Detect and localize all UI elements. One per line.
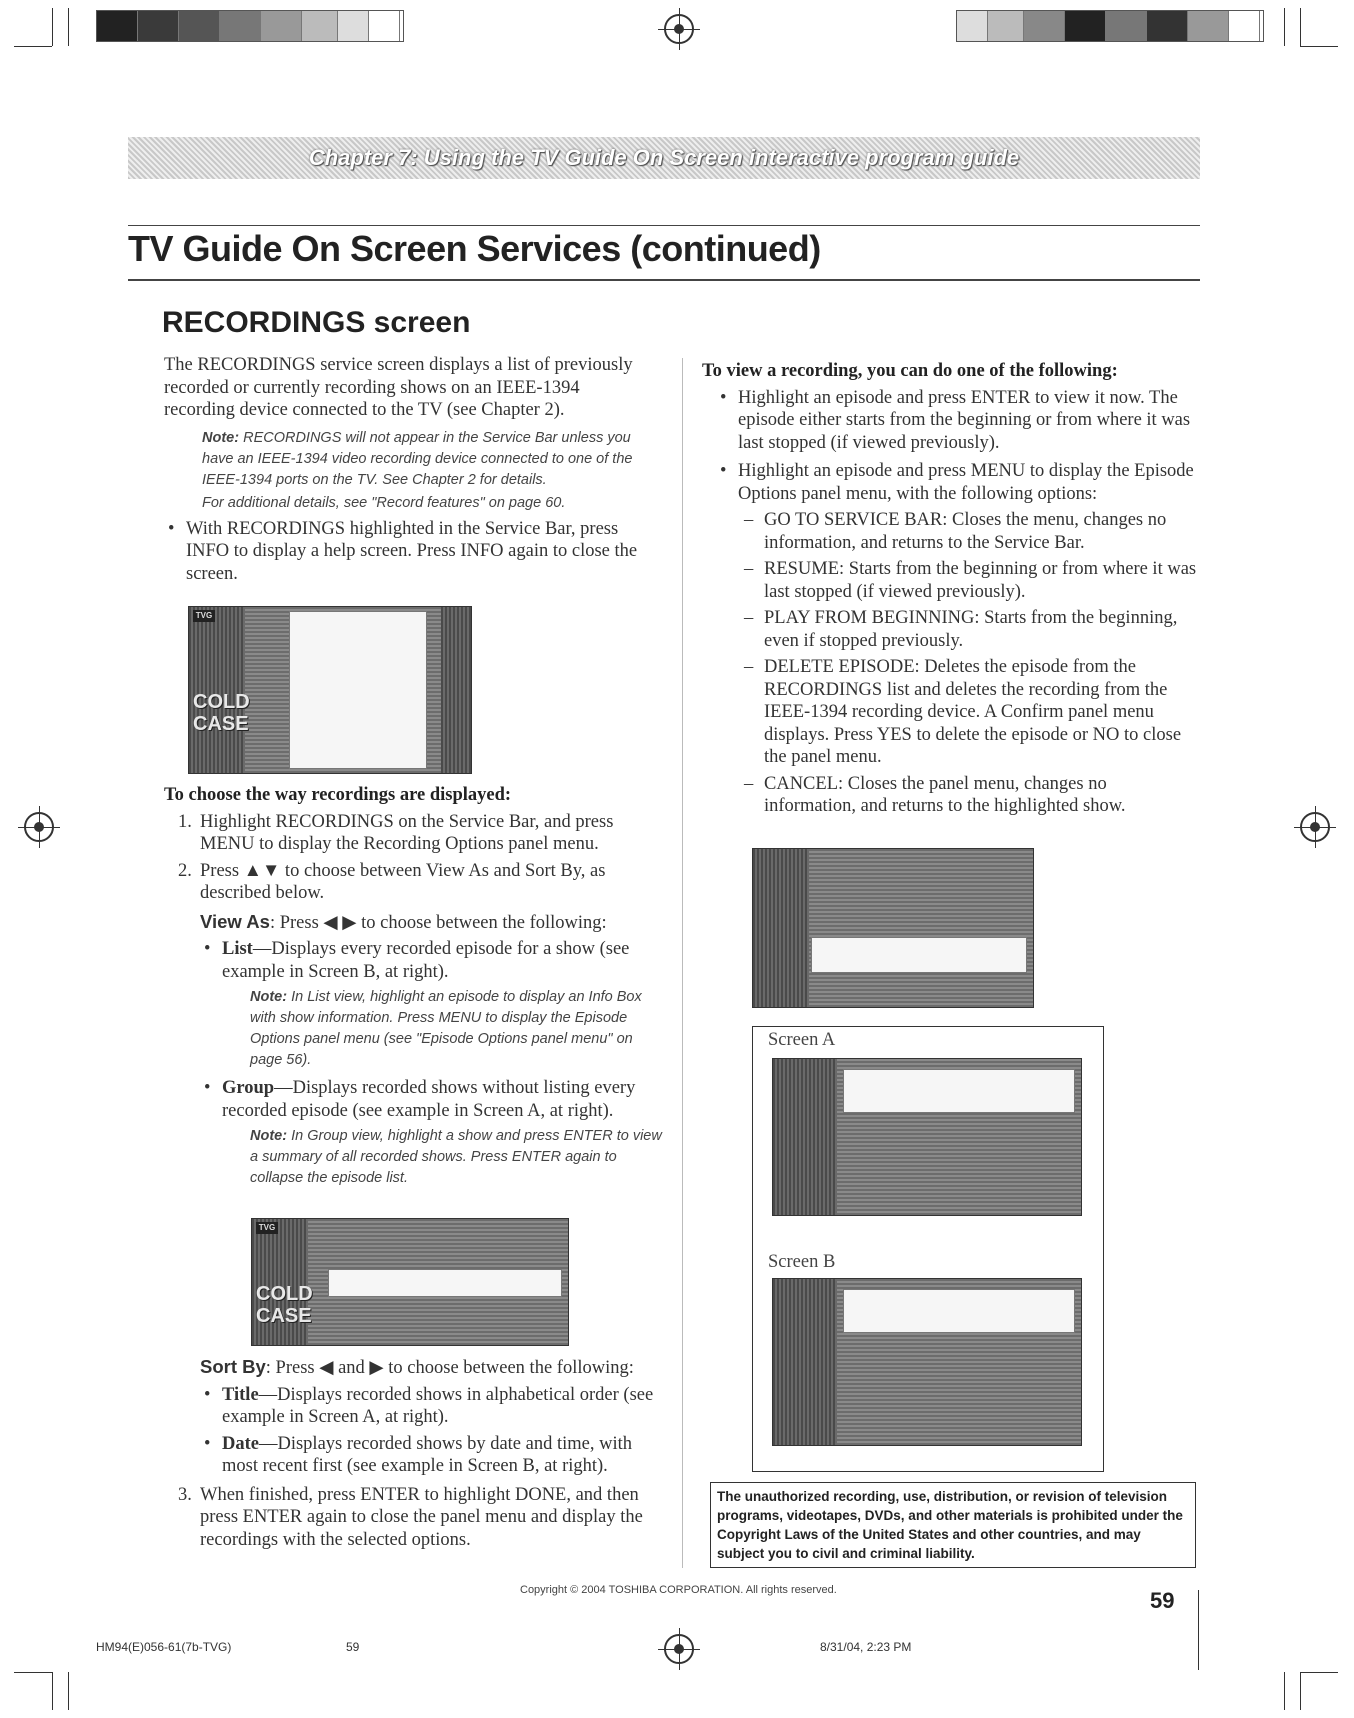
list-label: List bbox=[222, 939, 253, 959]
note-text: RECORDINGS will not appear in the Service Bar unless you have an IEEE-1394 video recording device connected to one of the IEEE-1394 ports on the TV. See Chapter 2 for details. bbox=[202, 429, 633, 488]
step-3 bbox=[164, 1484, 664, 1552]
note-label: Note: bbox=[250, 1128, 288, 1144]
step-3-number: 3. bbox=[178, 1484, 192, 1505]
view-bullet-2: • Highlight an episode and press MENU to display the Episode Options panel menu, with the following options: bbox=[716, 460, 1200, 505]
note-additional: For additional details, see "Record features" on page 60. bbox=[202, 494, 566, 511]
option-text: PLAY FROM BEGINNING: Starts from the beginning, even if stopped previously. bbox=[764, 608, 1178, 651]
help-screen-image bbox=[188, 606, 472, 774]
group-label: Group bbox=[222, 1078, 275, 1098]
view-as-text: : Press ◀ ▶ to choose between the following: bbox=[269, 912, 607, 933]
screen-a-panel bbox=[843, 1069, 1075, 1113]
title-rule-bottom bbox=[128, 279, 1200, 281]
sort-by-label: Sort By bbox=[200, 1356, 266, 1377]
step-2-number: 2. bbox=[178, 860, 192, 881]
info-bullet: • With RECORDINGS highlighted in the Service Bar, press INFO to display a help screen. Press INFO again to close the screen. bbox=[164, 518, 654, 586]
registration-mark-bottom bbox=[664, 1634, 694, 1664]
left-column-steps bbox=[164, 784, 664, 1189]
copyright-line: Copyright © 2004 TOSHIBA CORPORATION. All rights reserved. bbox=[520, 1584, 837, 1596]
option-cancel: – CANCEL: Closes the panel menu, changes no information, and returns to the highlighted show. bbox=[744, 773, 1126, 816]
screen-b-image bbox=[772, 1278, 1082, 1446]
note-text: In List view, highlight an episode to display an Info Box with show information. Press MENU to display the Episode Options panel menu (see "Episode Options panel menu" on page 56). bbox=[250, 989, 642, 1068]
legal-notice: The unauthorized recording, use, distribution, or revision of television programs, videotapes, DVDs, and other materials is prohibited under the Copyright Laws of the United States and other countries, and may subject you to civil and criminal liability. bbox=[710, 1482, 1196, 1568]
date-bullet bbox=[200, 1433, 664, 1478]
group-panel bbox=[328, 1269, 562, 1297]
step-2-text: Press ▲▼ to choose between View As and Sort By, as described below. bbox=[200, 860, 606, 903]
crop-mark bbox=[52, 8, 53, 46]
crop-mark bbox=[1300, 1672, 1301, 1710]
tvg-logo: TVG bbox=[256, 1222, 278, 1234]
cold-case-logo: COLD CASE bbox=[256, 1283, 313, 1327]
crop-mark bbox=[1300, 46, 1338, 47]
option-go-to-service-bar: – GO TO SERVICE BAR: Closes the menu, changes no information, and returns to the Service Bar. bbox=[744, 510, 1167, 553]
help-panel bbox=[289, 611, 427, 769]
section-title: RECORDINGS screen bbox=[162, 306, 471, 339]
crop-mark bbox=[1284, 8, 1285, 46]
step-1-number: 1. bbox=[178, 811, 192, 832]
list-text: —Displays every recorded episode for a show (see example in Screen B, at right). bbox=[222, 939, 630, 982]
note-text: In Group view, highlight a show and press ENTER to view a summary of all recorded shows. Press ENTER again to collapse the episode list. bbox=[250, 1128, 662, 1186]
intro-paragraph: The RECORDINGS service screen displays a list of previously recorded or currently recording shows on an IEEE-1394 recording device connected to the TV (see Chapter 2). bbox=[164, 355, 633, 420]
group-view-image bbox=[251, 1218, 569, 1346]
file-code: HM94(E)056-61(7b-TVG) bbox=[96, 1640, 232, 1654]
note-group-view bbox=[250, 1126, 664, 1189]
screen-b-label: Screen B bbox=[768, 1252, 836, 1272]
page-number: 59 bbox=[1150, 1588, 1175, 1613]
color-bar-left bbox=[96, 10, 404, 42]
choose-heading: To choose the way recordings are displayed: bbox=[164, 785, 512, 805]
crop-mark bbox=[68, 1672, 69, 1710]
title-bullet bbox=[200, 1384, 664, 1429]
left-column-sort bbox=[164, 1356, 664, 1551]
view-bullet-1: • Highlight an episode and press ENTER to view it now. The episode either starts from the beginning or from where it was last stopped (if viewed previously). bbox=[716, 387, 1200, 455]
option-text: RESUME: Starts from the beginning or from where it was last stopped (if viewed previously). bbox=[764, 559, 1197, 602]
chapter-banner bbox=[128, 137, 1200, 179]
registration-mark-left bbox=[24, 812, 54, 842]
option-resume: – RESUME: Starts from the beginning or from where it was last stopped (if viewed previously). bbox=[744, 559, 1197, 602]
tvg-logo: TVG bbox=[193, 610, 215, 622]
crop-mark bbox=[1300, 1672, 1338, 1673]
view-as-label: View As bbox=[200, 910, 270, 932]
crop-mark bbox=[1300, 8, 1301, 46]
step-1 bbox=[164, 811, 664, 856]
registration-mark-top bbox=[664, 14, 694, 44]
column-divider bbox=[682, 358, 683, 1568]
right-column bbox=[702, 360, 1200, 818]
screen-a-label: Screen A bbox=[768, 1030, 836, 1050]
episode-info-panel bbox=[811, 937, 1027, 973]
cold-case-logo: COLD CASE bbox=[193, 691, 250, 735]
view-recording-heading: To view a recording, you can do one of the following: bbox=[702, 361, 1118, 381]
slug-page-number: 59 bbox=[346, 1640, 360, 1654]
crop-mark bbox=[14, 46, 52, 47]
chapter-title: Chapter 7: Using the TV Guide On Screen interactive program guide bbox=[308, 145, 1020, 170]
note-list-view bbox=[250, 987, 664, 1071]
sort-by-line bbox=[200, 1356, 664, 1380]
crop-mark bbox=[1198, 1590, 1199, 1670]
list-bullet bbox=[200, 938, 664, 983]
note-label: Note: bbox=[202, 429, 240, 446]
color-bar-right bbox=[956, 10, 1264, 42]
option-text: GO TO SERVICE BAR: Closes the menu, changes no information, and returns to the Service Bar. bbox=[764, 510, 1167, 553]
left-column bbox=[164, 354, 654, 585]
page-title: TV Guide On Screen Services (continued) bbox=[128, 228, 821, 269]
option-text: DELETE EPISODE: Deletes the episode from the RECORDINGS list and deletes the recording from the IEEE-1394 recording device. A Confirm panel menu displays. Press YES to delete the episode or NO to close the panel menu. bbox=[764, 657, 1182, 767]
option-delete-episode: – DELETE EPISODE: Deletes the episode from the RECORDINGS list and deletes the recording from the IEEE-1394 recording device. A Confirm panel menu displays. Press YES to delete the episode or NO to close the panel menu. bbox=[744, 657, 1182, 767]
option-text: CANCEL: Closes the panel menu, changes no information, and returns to the highlighted show. bbox=[764, 773, 1126, 816]
date-text: —Displays recorded shows by date and time, with most recent first (see example in Screen B, at right). bbox=[222, 1433, 632, 1476]
crop-mark bbox=[14, 1672, 52, 1673]
crop-mark bbox=[1284, 1672, 1285, 1710]
episode-options-image bbox=[752, 848, 1034, 1008]
step-3-text: When finished, press ENTER to highlight DONE, and then press ENTER again to close the panel menu and display the recordings with the selected options. bbox=[200, 1484, 643, 1550]
screen-a-image bbox=[772, 1058, 1082, 1216]
title-text: —Displays recorded shows in alphabetical order (see example in Screen A, at right). bbox=[222, 1384, 654, 1427]
print-date: 8/31/04, 2:23 PM bbox=[820, 1640, 912, 1654]
note-recordings bbox=[202, 428, 654, 491]
note-label: Note: bbox=[250, 989, 288, 1005]
crop-mark bbox=[52, 1672, 53, 1710]
date-label: Date bbox=[222, 1433, 259, 1454]
step-2 bbox=[164, 860, 664, 905]
view-as-line bbox=[200, 911, 664, 935]
option-play-from-beginning: – PLAY FROM BEGINNING: Starts from the beginning, even if stopped previously. bbox=[744, 608, 1178, 651]
group-bullet bbox=[200, 1077, 664, 1122]
registration-mark-right bbox=[1300, 812, 1330, 842]
group-text: —Displays recorded shows without listing every recorded episode (see example in Screen A, at right). bbox=[222, 1078, 636, 1121]
screen-b-panel bbox=[843, 1289, 1075, 1333]
sort-by-text: : Press ◀ and ▶ to choose between the following: bbox=[265, 1358, 634, 1378]
step-1-text: Highlight RECORDINGS on the Service Bar, and press MENU to display the Recording Options panel menu. bbox=[200, 811, 614, 854]
title-rule-top bbox=[128, 225, 1200, 226]
title-label: Title bbox=[222, 1384, 259, 1405]
crop-mark bbox=[68, 8, 69, 46]
